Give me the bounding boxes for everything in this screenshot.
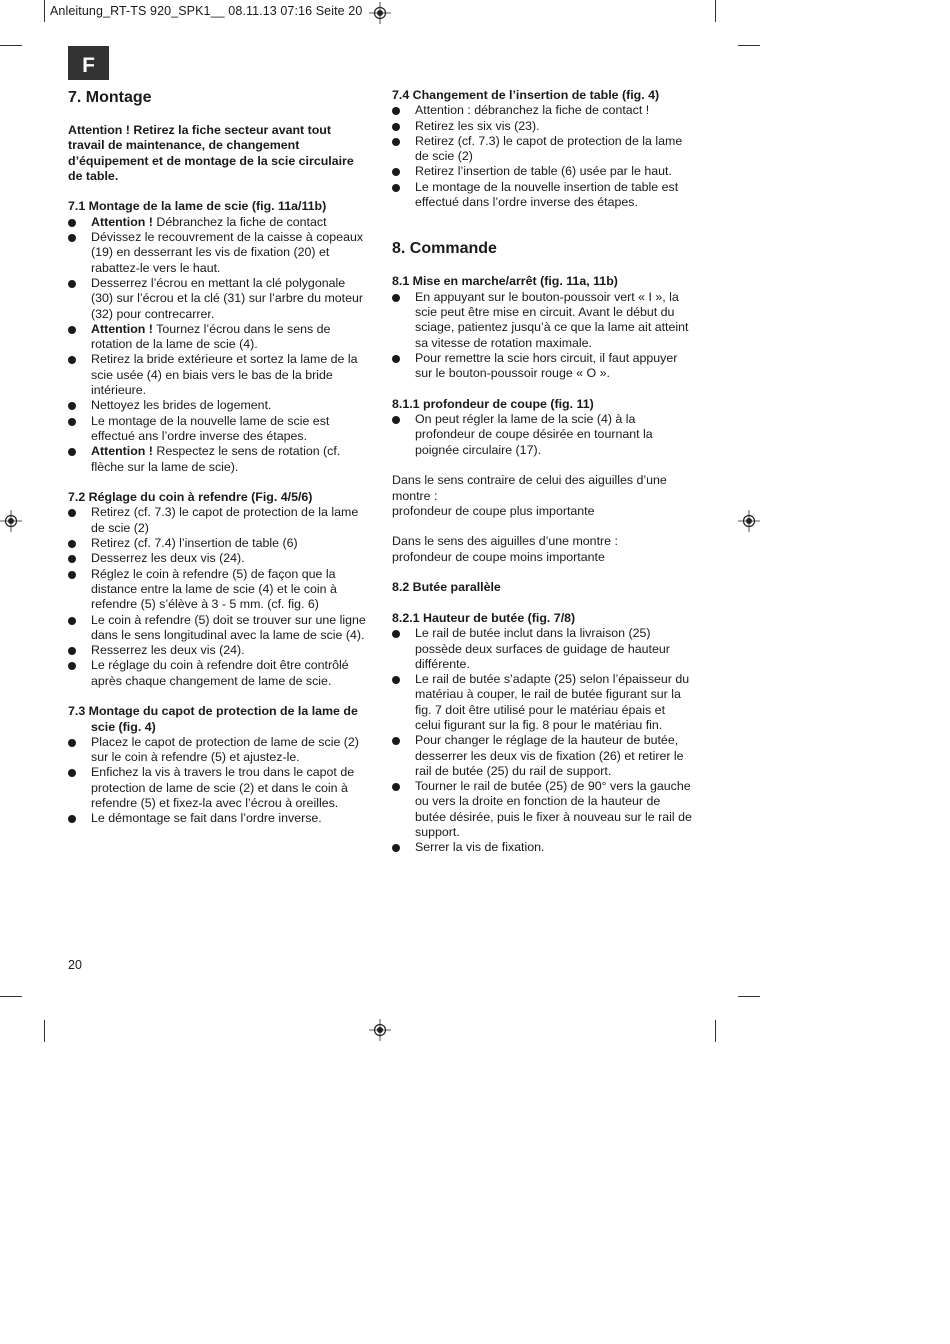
list-item-text: Retirez la bride extérieure et sortez la lame de la scie usée (4) en biais vers le bas de la bride intérieure. <box>91 352 358 398</box>
attention-label: Attention ! <box>91 321 153 336</box>
bullet-icon <box>68 769 76 777</box>
list-item <box>392 180 692 211</box>
list-item-text: Desserrez l’écrou en mettant la clé polygonale (30) sur l’écrou et la clé (31) sur l’arbre du moteur (32) pour contrecarrer. <box>91 275 364 321</box>
list-item <box>68 505 368 536</box>
crop-mark <box>715 0 716 22</box>
attention-label: Attention ! <box>91 444 153 459</box>
list-item <box>68 811 368 826</box>
bullet-icon <box>68 647 76 655</box>
list-item-text: Placez le capot de protection de lame de scie (2) sur le coin à refendre (5) et ajustez-le. <box>91 734 359 765</box>
bullet-icon <box>68 418 76 426</box>
section-title-montage: 7. Montage <box>68 89 152 106</box>
bullet-icon <box>68 356 76 364</box>
bullet-icon <box>392 168 400 176</box>
bullet-icon <box>68 739 76 747</box>
bullet-icon <box>68 280 76 288</box>
list-item <box>68 414 368 445</box>
subsection-title-8-2-1: 8.2.1 Hauteur de butée (fig. 7/8) <box>392 610 576 625</box>
list-item <box>392 164 692 179</box>
bullet-icon <box>68 571 76 579</box>
list-item <box>392 672 692 733</box>
list-item <box>68 765 368 811</box>
paragraph: Dans le sens contraire de celui des aiguilles d’une montre : <box>392 473 667 503</box>
attention-label: Attention ! <box>91 214 153 229</box>
bullet-icon <box>392 783 400 791</box>
list-item-text: Pour remettre la scie hors circuit, il faut appuyer sur le bouton-poussoir rouge « O ». <box>415 350 678 381</box>
subsection-title-8-1: 8.1 Mise en marche/arrêt (fig. 11a, 11b) <box>392 274 618 289</box>
list-item <box>392 351 692 382</box>
list-item <box>392 779 692 840</box>
bullet-icon <box>68 448 76 456</box>
list-item-text: Dévissez le recouvrement de la caisse à copeaux (19) en desserrant les vis de fixation (20) et rabattez-le vers le haut. <box>91 230 364 275</box>
bullet-icon <box>68 402 76 410</box>
subsection-title-7-4: 7.4 Changement de l’insertion de table (fig. 4) <box>392 88 660 102</box>
bullet-icon <box>68 662 76 670</box>
list-item-text: Serrer la vis de fixation. <box>415 840 545 855</box>
list-7-3 <box>68 735 368 827</box>
bullet-icon <box>68 815 76 823</box>
print-slug: Anleitung_RT-TS 920_SPK1__ 08.11.13 07:16 Seite 20 <box>50 4 363 18</box>
list-item <box>68 735 368 766</box>
list-item-text: Desserrez les deux vis (24). <box>91 551 245 566</box>
list-item <box>68 444 368 475</box>
safety-warning: Attention ! Retirez la fiche secteur avant tout travail de maintenance, de changement d’équipement et de montage de la scie circulaire de table. <box>68 123 354 183</box>
list-item-text: Retirez (cf. 7.3) le capot de protection de la lame de scie (2) <box>415 133 683 164</box>
bullet-icon <box>392 737 400 745</box>
section-title-commande: 8. Commande <box>392 240 497 258</box>
bullet-icon <box>392 844 400 852</box>
bullet-icon <box>392 416 400 424</box>
registration-mark-icon <box>369 2 391 24</box>
bullet-icon <box>68 617 76 625</box>
list-item <box>68 352 368 398</box>
list-item-text: Retirez (cf. 7.4) l’insertion de table (6) <box>91 536 298 551</box>
bullet-icon <box>68 509 76 517</box>
registration-mark-icon <box>738 510 760 532</box>
list-item <box>392 134 692 165</box>
language-tab: F <box>68 46 109 80</box>
list-item-text: Le montage de la nouvelle insertion de table est effectué dans l’ordre inverse des étapes. <box>415 179 679 210</box>
list-8-2-1 <box>392 626 692 855</box>
list-item <box>68 276 368 322</box>
list-item-text: Resserrez les deux vis (24). <box>91 643 245 658</box>
list-item-text: Le démontage se fait dans l’ordre inverse. <box>91 811 322 826</box>
list-item-text: Le montage de la nouvelle lame de scie est effectué ans l’ordre inverse des étapes. <box>91 413 330 443</box>
list-item <box>68 536 368 551</box>
page-number: 20 <box>68 958 82 972</box>
list-item-text: Enfichez la vis à travers le trou dans le capot de protection de lame de scie (2) et dans le coin à refendre (5) et fixez-la avec l’écrou à oreilles. <box>91 765 355 811</box>
list-item <box>68 613 368 644</box>
bullet-icon <box>68 555 76 563</box>
list-item-text: Réglez le coin à refendre (5) de façon que la distance entre la lame de scie (4) et le coin à refendre (5) s’élève à 3 - 5 mm. (cf. fig. 6) <box>91 566 337 612</box>
bullet-icon <box>392 123 400 131</box>
subsection-title-7-3-cont: scie (fig. 4) <box>91 719 156 734</box>
subsection-title-7-1: 7.1 Montage de la lame de scie (fig. 11a/11b) <box>68 199 327 214</box>
list-item-text: Tournez l’écrou dans le sens de rotation de la lame de scie (4). <box>91 321 331 352</box>
list-item-text: Pour changer le réglage de la hauteur de butée, desserrer les deux vis de fixation (26) et retirer le rail de butée (25) du rail de support. <box>415 733 684 778</box>
list-item <box>68 567 368 613</box>
crop-mark <box>738 996 760 997</box>
crop-mark <box>715 1020 716 1042</box>
list-7-4 <box>392 103 692 210</box>
bullet-icon <box>392 107 400 115</box>
list-item-text: Tourner le rail de butée (25) de 90° vers la gauche ou vers la droite en fonction de la hauteur de butée désirée, puis le fixer à nouveau sur le rail de support. <box>415 779 692 840</box>
list-item-text: Le réglage du coin à refendre doit être contrôlé après chaque changement de lame de scie. <box>91 658 349 688</box>
list-item-text: Attention : débranchez la fiche de contact ! <box>415 103 650 118</box>
crop-mark <box>738 45 760 46</box>
subsection-title-8-2: 8.2 Butée parallèle <box>392 580 501 595</box>
bullet-icon <box>392 355 400 363</box>
list-item <box>68 643 368 658</box>
bullet-icon <box>68 234 76 242</box>
crop-mark <box>44 1020 45 1042</box>
subsection-title-7-2: 7.2 Réglage du coin à refendre (Fig. 4/5/6) <box>68 490 313 505</box>
list-item <box>392 626 692 672</box>
list-item <box>68 398 368 413</box>
list-8-1-1 <box>392 412 692 458</box>
bullet-icon <box>68 326 76 334</box>
bullet-icon <box>68 219 76 227</box>
paragraph: Dans le sens des aiguilles d’une montre : <box>392 534 618 549</box>
list-item-text: On peut régler la lame de la scie (4) à la profondeur de coupe désirée en tournant la poignée circulaire (17). <box>415 412 653 457</box>
registration-mark-icon <box>369 1019 391 1041</box>
list-7-2 <box>68 505 368 689</box>
list-item <box>68 551 368 566</box>
list-item-text: Retirez les six vis (23). <box>415 118 540 133</box>
list-item-text: Retirez (cf. 7.3) le capot de protection de la lame de scie (2) <box>91 505 359 535</box>
list-item-text: Retirez l’insertion de table (6) usée par le haut. <box>415 164 672 179</box>
left-column <box>68 88 368 827</box>
list-7-1 <box>68 215 368 475</box>
list-item-text: Nettoyez les brides de logement. <box>91 398 272 413</box>
crop-mark <box>0 996 22 997</box>
crop-mark <box>0 45 22 46</box>
crop-mark <box>44 0 45 22</box>
list-item-text: Débranchez la fiche de contact <box>152 214 327 229</box>
bullet-icon <box>68 540 76 548</box>
list-item <box>392 733 692 779</box>
list-item <box>392 290 692 351</box>
list-item-text: En appuyant sur le bouton-poussoir vert « I », la scie peut être mise en circuit. Avant le début du sciage, patientez jusqu’à ce que la lame ait atteint sa vitesse de rotation maximale. <box>415 289 689 350</box>
list-item <box>392 119 692 134</box>
paragraph: profondeur de coupe plus importante <box>392 503 595 518</box>
bullet-icon <box>392 294 400 302</box>
list-item <box>68 658 368 689</box>
list-item-text: Le coin à refendre (5) doit se trouver sur une ligne dans le sens longitudinal avec la lame de scie (4). <box>91 612 366 642</box>
paragraph: profondeur de coupe moins importante <box>392 549 605 564</box>
list-item <box>68 230 368 276</box>
bullet-icon <box>392 138 400 146</box>
registration-mark-icon <box>0 510 22 532</box>
list-item-text: Respectez le sens de rotation (cf. flèche sur la lame de scie). <box>91 444 341 474</box>
list-item <box>392 103 692 118</box>
subsection-title-8-1-1: 8.1.1 profondeur de coupe (fig. 11) <box>392 396 594 411</box>
right-column <box>392 88 692 856</box>
list-item <box>392 840 692 855</box>
bullet-icon <box>392 676 400 684</box>
list-item-text: Le rail de butée s’adapte (25) selon l’épaisseur du matériau à couper, le rail de butée figurant sur la fig. 7 doit être utilisé pour le matériau épais et celui figurant sur la fig. 8 pour le matériau fin. <box>415 672 690 732</box>
list-item-text: Le rail de butée inclut dans la livraison (25) possède deux surfaces de guidage de hauteur différente. <box>415 626 670 671</box>
list-item <box>392 412 692 458</box>
list-item <box>68 322 368 353</box>
bullet-icon <box>392 184 400 192</box>
bullet-icon <box>392 630 400 638</box>
subsection-title-7-3: 7.3 Montage du capot de protection de la lame de <box>68 704 358 719</box>
list-8-1 <box>392 290 692 382</box>
list-item <box>68 215 368 230</box>
